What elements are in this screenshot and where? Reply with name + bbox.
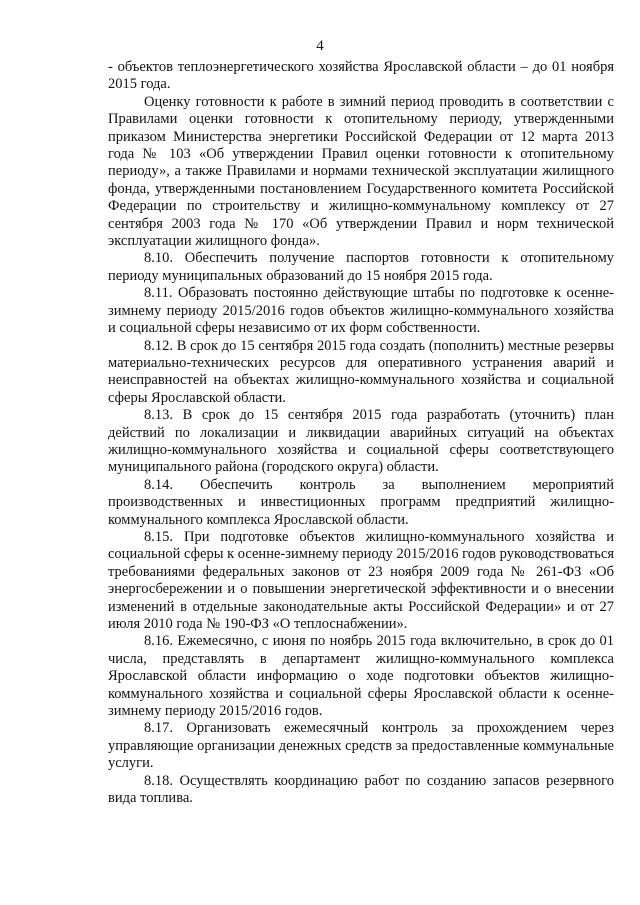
paragraph-8-11: 8.11. Образовать постоянно действующие штабы по подготовке к осенне-зимнему периоду 2015/2016 годов объектов жилищно-коммунального хозяйства и социальной сферы независимо от их форм собственности. [108,285,614,337]
paragraph-8-12: 8.12. В срок до 15 сентября 2015 года создать (пополнить) местные резервы материально-технических ресурсов для оперативного устранения аварий и неисправностей на объектах жилищно-коммунального хозяйства и социальной сферы Ярославской области. [108,337,614,406]
paragraph-8-15: 8.15. При подготовке объектов жилищно-коммунального хозяйства и социальной сферы к осенне-зимнему периоду 2015/2016 годов руководствоваться требованиями федеральных законов от 23 ноября 2009 года № 261-ФЗ «Об энергосбережении и о повышении энергетической эффективности и о внесении изменений в отдельные законодательные акты Российской Федерации» и от 27 июля 2010 года № 190-ФЗ «О теплоснабжении». [108,528,614,632]
paragraph-winter-readiness-assessment: Оценку готовности к работе в зимний период проводить в соответствии с Правилами оценки готовности к отопительному периоду, утвержденными приказом Министерства энергетики Российской Федерации от 12 марта 2013 года № 103 «Об утверждении Правил оценки готовности к отопительному периоду», а также Правилами и нормами технической эксплуатации жилищного фонда, утвержденными постановлением Государственного комитета Российской Федерации по строительству и жилищно-коммунальному комплексу от 27 сентября 2003 года № 170 «Об утверждении Правил и норм технической эксплуатации жилищного фонда». [108,93,614,250]
page-number: 4 [316,38,324,54]
paragraph-8-13: 8.13. В срок до 15 сентября 2015 года разработать (уточнить) план действий по локализации и ликвидации аварийных ситуаций на объектах жилищно-коммунального хозяйства и социальной сферы соответствующего муниципального района (городского округа) области. [108,407,614,476]
paragraph-8-10: 8.10. Обеспечить получение паспортов готовности к отопительному периоду муниципальных образований до 15 ноября 2015 года. [108,250,614,284]
paragraph-heat-objects-deadline: - объектов теплоэнергетического хозяйства Ярославской области – до 01 ноября 2015 года. [108,59,614,93]
paragraph-8-16: 8.16. Ежемесячно, с июня по ноябрь 2015 года включительно, в срок до 01 числа, представлять в департамент жилищно-коммунального комплекса Ярославской области информацию о ходе подготовки объектов жилищно-коммунального хозяйства и социальной сферы Ярославской области к осенне-зимнему периоду 2015/2016 годов. [108,633,614,720]
paragraph-8-14: 8.14. Обеспечить контроль за выполнением мероприятий производственных и инвестиционных программ предприятий жилищно-коммунального комплекса Ярославской области. [108,476,614,528]
paragraph-8-17: 8.17. Организовать ежемесячный контроль за прохождением через управляющие организации денежных средств за предоставленные коммунальные услуги. [108,720,614,772]
document-body [108,59,614,807]
paragraph-8-18: 8.18. Осуществлять координацию работ по созданию запасов резервного вида топлива. [108,772,614,807]
